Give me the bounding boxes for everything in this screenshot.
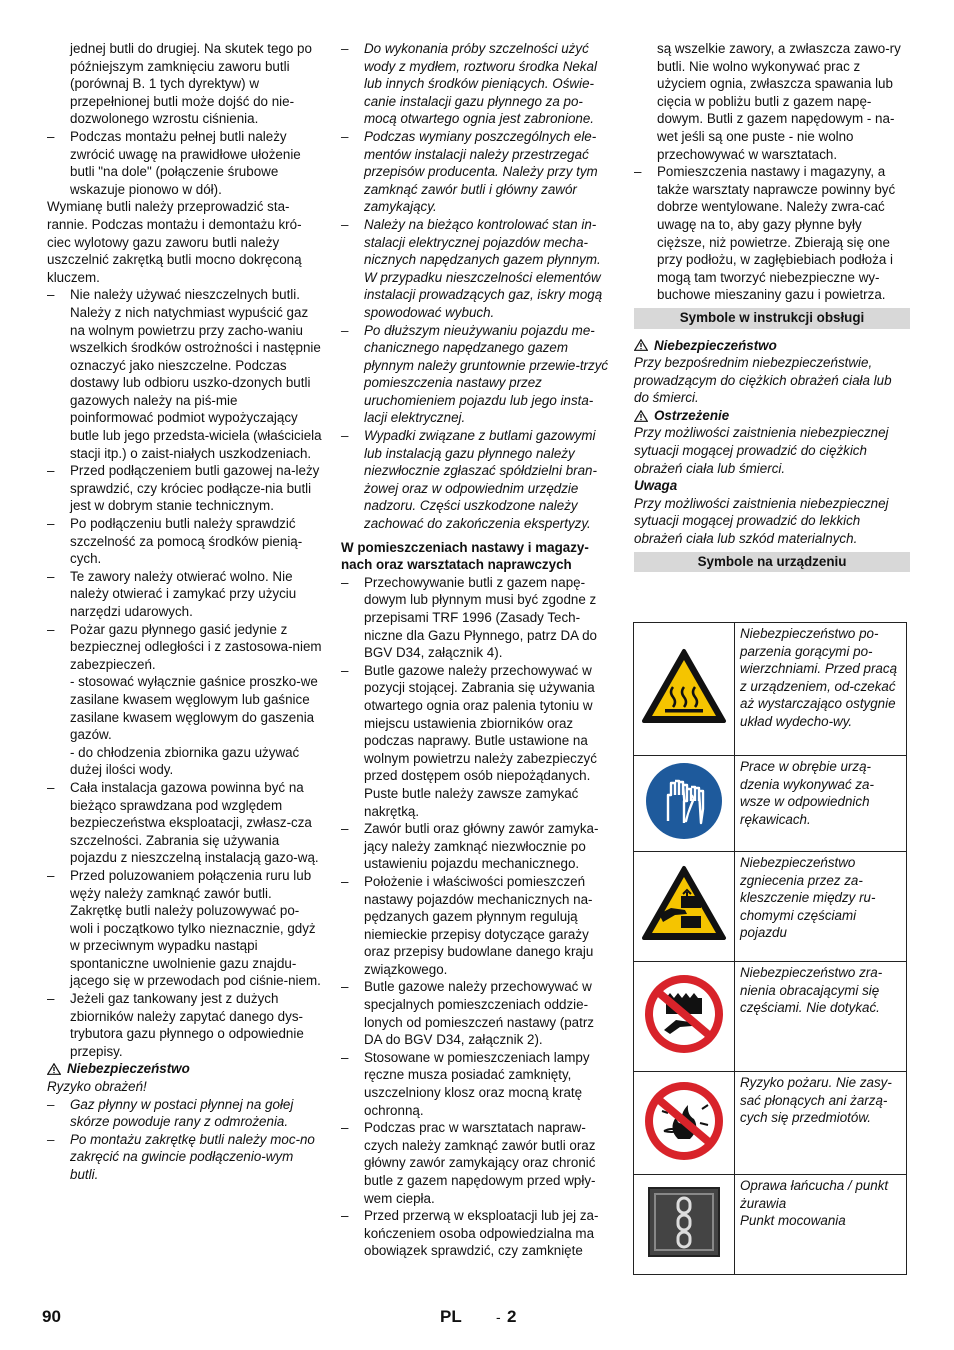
list-item: – Po montażu zakrętkę butli należy moc-no zakręcić na gwincie podłączenio-wym butli.: [47, 1131, 315, 1182]
symbols-table: [633, 622, 907, 1275]
list-item: – Podczas montażu pełnej butli należy zwrócić uwagę na prawidłowe ułożenie butli "na dole" (połączenie śrubowe wskazuje pionowo w dół).: [47, 128, 301, 197]
danger-heading: Niebezpieczeństwo: [47, 1060, 322, 1078]
list-item: – Przed poluzowaniem połączenia ruru lub węży należy zamknąć zawór butli. Zakrętkę butli należy poluzowywać po-woli i początkowo tylko nieznacznie, gdyż w przeciwnym wypadku nastąpi spontaniczne uwolnienie gazu znajdu-jącego się w przewodach pod ciśnie-niem.: [47, 867, 321, 989]
list-item: – Stosowane w pomieszczeniach lampy ręczne musza posiadać zamknięty, uszczelniony klosz oraz mocną kratę ochronną.: [341, 1049, 590, 1118]
paragraph: Wymianę butli należy przeprowadzić sta-rannie. Podczas montażu i demontażu kró-ciec wylotowy gazu zaworu butli należy uszczelnić zakrętką butli mocno dokręconą kluczem.: [47, 199, 302, 285]
symbol-description-text: Oprawa łańcucha / punkt żurawia Punkt mocowania: [740, 1178, 889, 1229]
list-item: – Przed podłączeniem butli gazowej na-leży sprawdzić, czy króciec podłącze-nia butli jest w dobrym stanie technicznym.: [47, 463, 320, 514]
table-row: [634, 1175, 907, 1275]
list-item: – Po podłączeniu butli należy sprawdzić szczelność za pomocą środków pienią-cych.: [47, 516, 303, 567]
symbol-description: Niebezpieczeństwo po-parzenia gorącymi po-wierzchniami. Przed pracą z urządzeniem, od-czekać aż wystarczająco ostygnie układ wydecho-wy.: [735, 623, 907, 756]
list-item: – Położenie i właściwości pomieszczeń nastawy pojazdów mechanicznych na-pędzanych gazem płynnym regulują niemieckie przepisy dotyczące garaży oraz przepisy budowlane danego kraju związkowego.: [341, 873, 594, 977]
caution-description: Przy możliwości zaistnienia niebezpiecznej sytuacji mogącej prowadzić do ciężkich obrażeń ciała lub śmierci.: [634, 425, 889, 476]
language-code: PL: [440, 1307, 462, 1326]
section-number: 2: [507, 1307, 517, 1326]
list-item: – Przechowywanie butli z gazem napę-dowym lub płynnym musi być zgodne z przepisami TRF 1996 (Zasady Tech-niczne dla Gazu Płynnego, patrz DA do BGV D34, załącznik 4).: [341, 574, 597, 661]
warning-triangle-icon: [634, 339, 648, 351]
danger-heading: Niebezpieczeństwo: [634, 337, 910, 355]
symbol-description: [735, 1175, 907, 1275]
symbol-description: Prace w obrębie urzą-dzenia wykonywać za-wsze w odpowiednich rękawicach.: [735, 756, 907, 852]
caution-heading: Ostrzeżenie: [634, 407, 910, 425]
list-item: – Pożar gazu płynnego gasić jedynie z bezpiecznej odległości i z zastosowa-niem zabezpieczeń.: [47, 621, 322, 672]
warning-triangle-icon: [634, 410, 648, 422]
list-item: – Cała instalacja gazowa powinna być na bieżąco sprawdzana pod względem bezpieczeństwa eksploatacji, zwłasz-cza szczelności. Zabrania się używania pojazdu z nieszczelną instalacją gazo-wą.: [47, 779, 319, 866]
danger-description: Przy bezpośrednim niebezpieczeństwie, prowadzącym do ciężkich obrażeń ciała lub do śmierci.: [634, 355, 892, 406]
no-fire-icon: [642, 1079, 726, 1163]
note-description: Przy możliwości zaistnienia niebezpiecznej sytuacji mogącej prowadzić do lekkich obrażeń ciała lub szkód materialnych.: [634, 495, 889, 547]
danger-subtitle: Ryzyko obrażeń!: [47, 1079, 147, 1095]
list-item: – Przed przerwą w eksploatacji lub jej za-kończeniem osoba odpowiedzialna ma obowiązek sprawdzić, czy zamknięte: [341, 1208, 599, 1259]
list-item: – Podczas wymiany poszczególnych ele-mentów instalacji należy przestrzegać przepisów producenta. Należy przy tym zamknąć zawór butli i główny zawór zamykający.: [341, 128, 598, 215]
paragraph: są wszelkie zawory, a zwłaszcza zawo-ry butli. Nie wolno wykonywać prac z użyciem ognia, zwłaszcza spawania lub cięcia w pobliżu butli z gazem napę-dowym. Butli z gazem napędowym - na-wet jeśli są one puste - nie wolno przechowywać w warsztatach.: [657, 41, 901, 162]
column-2: [341, 40, 615, 1260]
list-item: – Pomieszczenia nastawy i magazyny, a także warsztaty naprawcze powinny być dobrze wentylowane. Należy zwra-cać uwagę na to, aby gazy płynne były cięższe, niż powietrze. Zbierają się one przy podłożu, w zagłębiebiach podłoża i mogą tam tworzyć niebezpieczne wy-buchowe mieszaniny gazu i powietrza.: [634, 164, 896, 303]
list-item: – Należy na bieżąco kontrolować stan in-stalacji elektrycznej pojazdów mecha-nicznych napędzanych gazem płynnym. W przypadku nieszczelności elementów instalacji prowadzących gaz, iskry mogą spowodować wybuch.: [341, 216, 603, 320]
list-item: – Te zawory należy otwierać wolno. Nie należy otwierać i zamykać przy użyciu narzędzi udarowych.: [47, 568, 297, 619]
page-number: 90: [42, 1307, 61, 1326]
list-item: – Podczas prac w warsztatach napraw-czych należy zamknąć zawór butli oraz główny zawór zamykający oraz chronić butle z gazem napędowym przed wpły-wem ciepła.: [341, 1120, 596, 1206]
hot-surface-warning-icon: [641, 647, 727, 727]
list-item: – Wypadki związane z butlami gazowymi lub instalacją gazu płynnego należy niezwłocznie zgłaszać spółdzielni bran-żowej oraz w odpowiednim urzędzie nadzoru. Części uszkodzone należy zachować do zakończenia ekspertyzy.: [341, 428, 597, 532]
sub-item: - stosować wyłącznie gaśnice proszko-we zasilane kwasem węglowym lub gaśnice zasilane kwasem węglowym do gaszenia gazów.: [70, 674, 318, 743]
sub-item: - do chłodzenia zbiornika gazu używać dużej ilości wody.: [70, 744, 300, 778]
section-bar: Symbole w instrukcji obsługi: [634, 308, 910, 329]
table-row: [634, 962, 907, 1072]
no-touch-rotating-parts-icon: [642, 972, 726, 1056]
list-item: – Butle gazowe należy przechowywać w specjalnych pomieszczeniach oddzie-lonych od pomieszczeń nastawy (patrz DA do BGV D34, załącznik 2).: [341, 979, 594, 1048]
column-1: [47, 40, 322, 1184]
list-item: – Gaz płynny w postaci płynnej na gołej skórze powoduje rany z odmrożenia.: [47, 1096, 294, 1130]
wear-gloves-icon: [644, 761, 724, 841]
list-item: – Do wykonania próby szczelności użyć wody z mydłem, roztworu środka Nekal lub innych środków pieniących. Oświe-canie instalacji gazu płynnego za po-mocą otwartego ognia jest zabronione.: [341, 41, 597, 127]
list-item: – Nie należy używać nieszczelnych butli. Należy z nich natychmiast wypuścić gaz na wolnym powietrzu przy zacho-waniu wszelkich środków ostrożności i następnie oznaczyć jako nieszczelne. Podczas dostawy lub odbioru uszko-dzonych butli gazowych należy na piś-mie poinformować podmiot wypożyczający butle lub jego przedsta-wiciela (właściciela stacji itp.) o zaist-niałych uszkodzeniach.: [47, 287, 322, 461]
table-row: [634, 623, 907, 756]
table-row: [634, 852, 907, 962]
list-item: – Zawór butli oraz główny zawór zamyka-jący należy zamknąć niezwłocznie po ustawieniu pojazdu mechanicznego.: [341, 821, 599, 872]
warning-triangle-icon: [47, 1063, 61, 1075]
symbol-description: Ryzyko pożaru. Nie zasy-sać płonących ani żarzą-cych się przedmiotów.: [735, 1072, 907, 1175]
list-item: – Butle gazowe należy przechowywać w pozycji stojącej. Zabrania się używania otwartego ognia oraz palenia tytoniu w miejscu ustawienia zbiorników oraz podczas naprawy. Butle ustawione na wolnym powietrzu należy zabezpieczyć przed dostępem osób niepożądanych. Puste butle należy zawsze zamykać nakrętką.: [341, 662, 597, 819]
chain-hook-icon: [647, 1186, 721, 1258]
table-row: [634, 1072, 907, 1175]
paragraph: jednej butli do drugiej. Na skutek tego po późniejszym zamknięciu zaworu butli (porównaj B. 1 tych dyrektyw) w przepełnionej butli może dojść do nie-dozwolonego wzrostu ciśnienia.: [70, 41, 312, 127]
section-heading: W pomieszczeniach nastawy i magazy-nach oraz warsztatach naprawczych: [341, 539, 589, 573]
column-3: [634, 40, 910, 580]
list-item: – Jeżeli gaz tankowany jest z dużych zbiorników należy zapytać danego dys-trybutora gazu płynnego o odpowiednie przepisy.: [47, 991, 304, 1059]
crush-hazard-icon: [641, 864, 727, 944]
section-bar: Symbole na urządzeniu: [634, 552, 910, 573]
footer-separator: -: [496, 1309, 501, 1325]
symbol-description: Niebezpieczeństwo zra-nienia obracającymi się częściami. Nie dotykać.: [735, 962, 907, 1072]
list-item: – Po dłuższym nieużywaniu pojazdu me-chanicznego napędzanego gazem płynnym należy gruntownie przewie-trzyć pomieszczenia nastawy przez uruchomieniem pojazdu lub jego insta-lacji elektrycznej.: [341, 322, 609, 426]
symbol-description: Niebezpieczeństwo zgniecenia przez za-kleszczenie między ru-chomymi częściami pojazdu: [735, 852, 907, 962]
table-row: [634, 756, 907, 852]
note-heading: Uwaga: [634, 478, 678, 494]
